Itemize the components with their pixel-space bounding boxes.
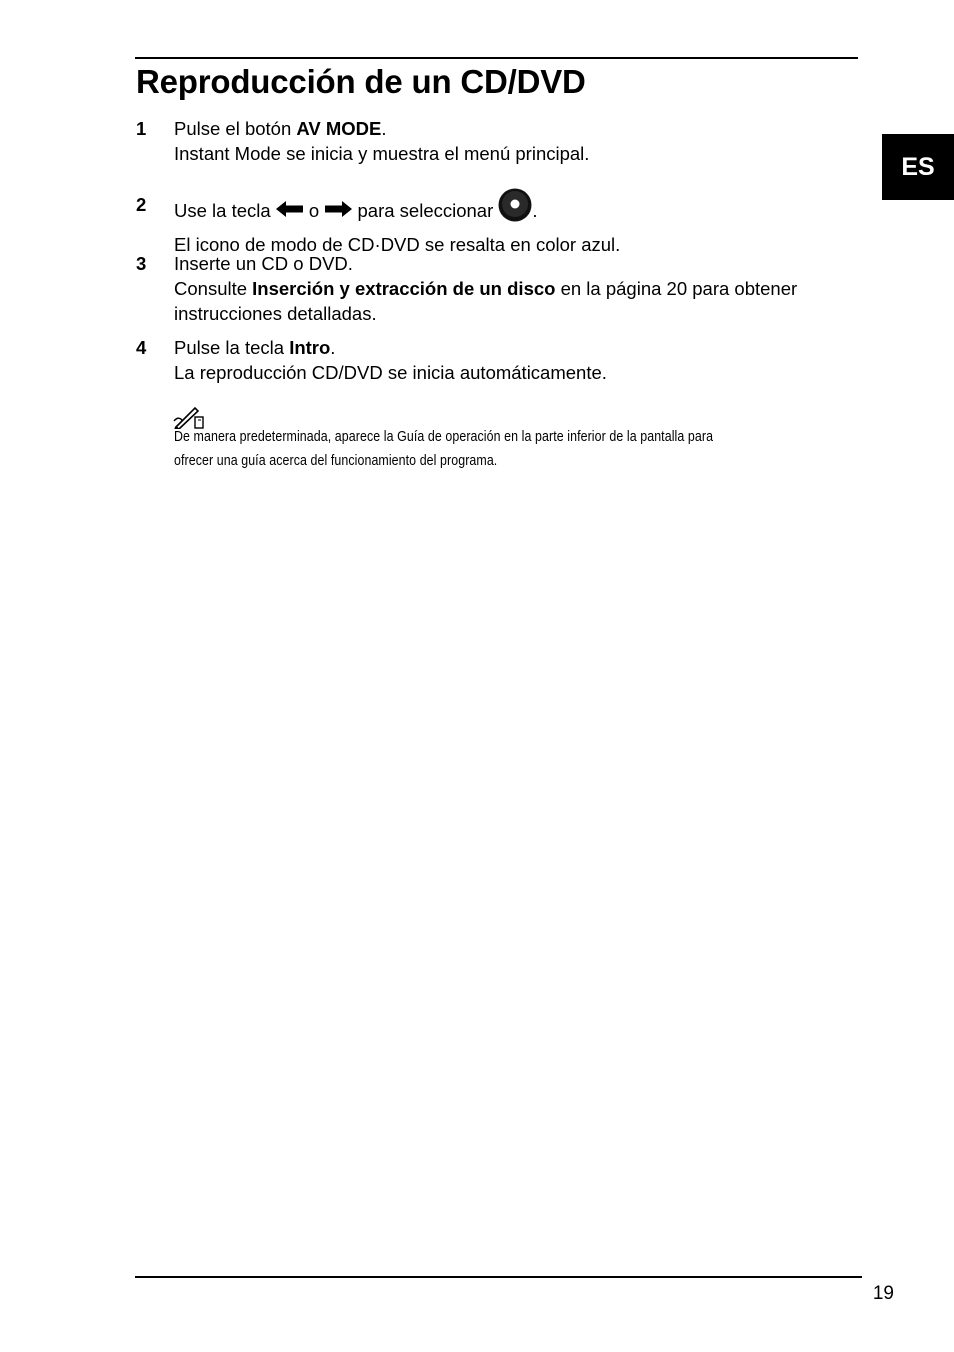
step-number: 1	[136, 118, 147, 139]
page-title: Reproducción de un CD/DVD	[136, 63, 586, 100]
step-text: Consulte	[174, 278, 253, 299]
right-arrow-key-icon	[324, 198, 352, 223]
step-body	[174, 251, 858, 326]
footer-rule	[135, 1276, 862, 1278]
step-text: .	[381, 118, 387, 139]
intro-key-label: Intro	[289, 337, 331, 358]
step-text: Pulse la tecla	[174, 337, 290, 358]
header-rule	[135, 57, 858, 59]
step-text: o	[303, 199, 325, 221]
note-line: De manera predeterminada, aparece la Guía de operación en la parte inferior de la pantalla para	[174, 429, 714, 445]
language-tab: ES	[882, 134, 954, 200]
cd-dvd-mode-icon	[498, 188, 532, 228]
cross-reference-link-text: Inserción y extracción de un disco	[252, 278, 556, 299]
step-line	[174, 276, 858, 301]
step-number: 2	[136, 194, 147, 215]
step-text: para seleccionar	[352, 199, 499, 221]
step-text: .	[532, 199, 538, 221]
step-body	[174, 335, 858, 385]
step-body	[174, 116, 858, 166]
step-line	[174, 192, 858, 232]
note-text	[174, 426, 761, 473]
step-body	[174, 192, 858, 257]
step-text: Use la tecla	[174, 199, 276, 221]
step-line: Inserte un CD o DVD.	[174, 253, 353, 274]
page-number: 19	[872, 1283, 894, 1304]
step-line	[174, 335, 858, 360]
step-line: El icono de modo de CD·DVD se resalta en color azul.	[174, 234, 621, 255]
step-number: 4	[136, 337, 147, 358]
step-line: instrucciones detalladas.	[174, 303, 377, 324]
step-line: Instant Mode se inicia y muestra el menú principal.	[174, 143, 590, 164]
note-line: ofrecer una guía acerca del funcionamiento del programa.	[174, 452, 498, 469]
step-text: en la página 20 para obtener	[555, 278, 798, 299]
step-line: La reproducción CD/DVD se inicia automáticamente.	[174, 362, 607, 383]
left-arrow-key-icon	[276, 198, 304, 223]
step-text: .	[330, 337, 336, 358]
step-line	[174, 116, 858, 141]
step-text: Pulse el botón	[174, 118, 297, 139]
av-mode-label: AV MODE	[296, 118, 382, 139]
step-number: 3	[136, 253, 147, 274]
